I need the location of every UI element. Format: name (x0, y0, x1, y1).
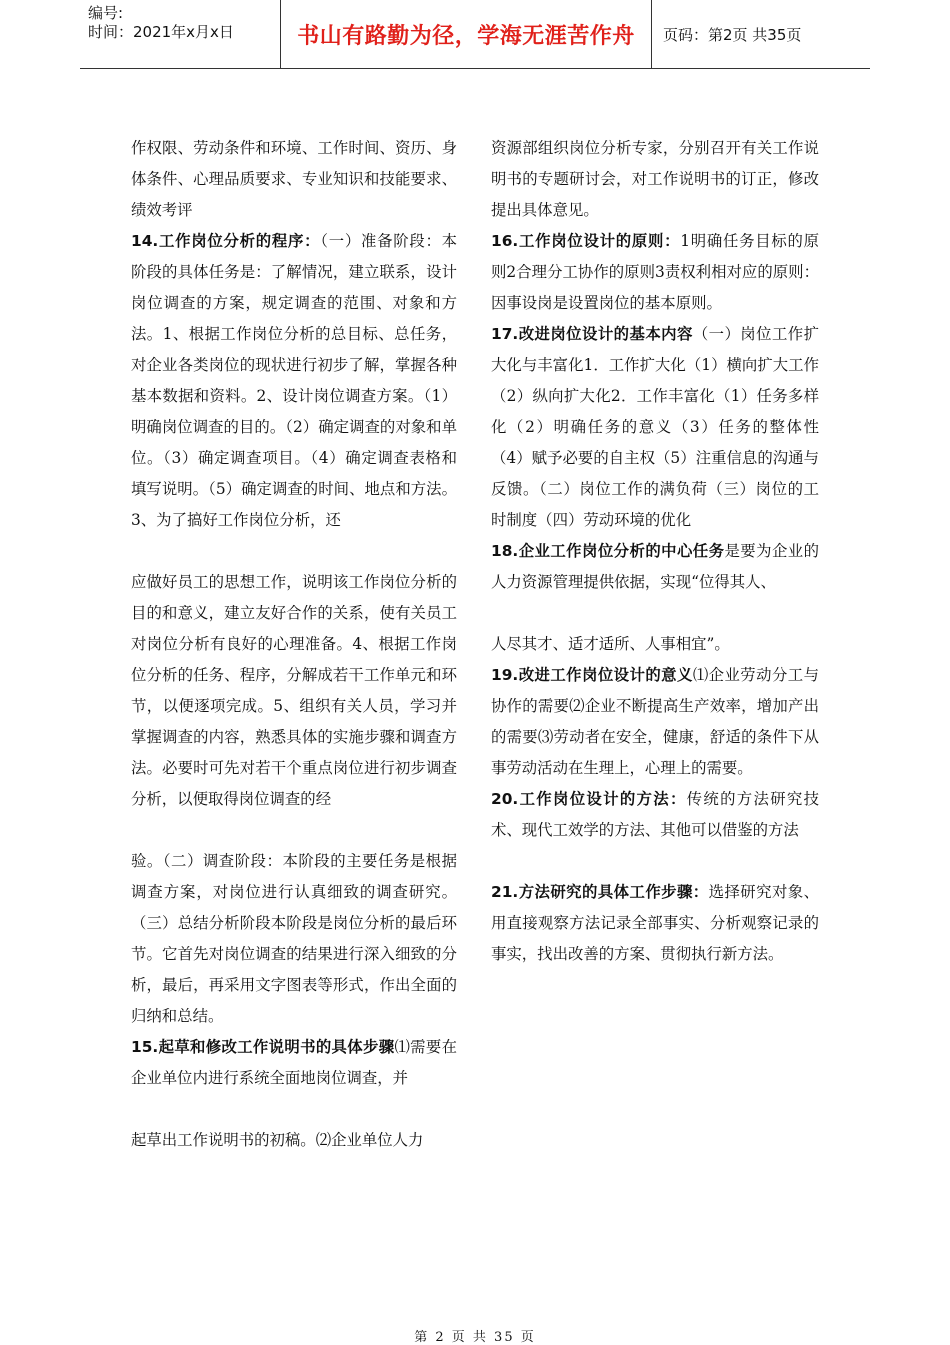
paragraph: 资源部组织岗位分析专家，分别召开有关工作说明书的专题研讨会，对工作说明书的订正，修改提出具体意见。 (491, 139, 819, 219)
section-15 (131, 1032, 457, 1094)
right-column (491, 133, 819, 970)
section-title: 18.企业工作岗位分析的中心任务 (491, 542, 725, 560)
section-body: 是要为企业的人力资源管理提供依据，实现“位得其人、 (491, 542, 819, 591)
spacer (131, 815, 457, 846)
section-body: 选择研究对象、用直接观察方法记录全部事实、分析观察记录的事实，找出改善的方案、贯彻执行新方法。 (491, 883, 819, 963)
spacer (131, 1094, 457, 1125)
section-title: 17.改进岗位设计的基本内容 (491, 325, 693, 343)
section-body: ⑴企业劳动分工与协作的需要⑵企业不断提高生产效率，增加产出的需要⑶劳动者在安全，健康，舒适的条件下从事劳动活动在生理上，心理上的需要。 (491, 666, 819, 777)
section-body: 1明确任务目标的原则2合理分工协作的原则3责权利相对应的原则：因事设岗是设置岗位的基本原则。 (491, 232, 820, 312)
section-title: 19.改进工作岗位设计的意义 (491, 666, 693, 684)
section-body: 传统的方法研究技术、现代工效学的方法、其他可以借鉴的方法 (491, 790, 819, 839)
page-footer: 第 2 页 共 35 页 (414, 1330, 536, 1345)
paragraph: 验。（二）调查阶段：本阶段的主要任务是根据调查方案，对岗位进行认真细致的调查研究。（三）总结分析阶段本阶段是岗位分析的最后环节。它首先对岗位调查的结果进行深入细致的分析，最后，再采用文字图表等形式，作出全面的归纳和总结。 (131, 852, 457, 1025)
spacer (131, 536, 457, 567)
spacer (491, 598, 819, 629)
section-18 (491, 536, 819, 598)
header-motto: 书山有路勤为径，学海无涯苦作舟 (297, 23, 635, 49)
paragraph: 人尽其才、适才适所、人事相宜”。 (491, 635, 730, 653)
section-title: 14.工作岗位分析的程序： (131, 232, 321, 250)
section-body: ⑴需要在企业单位内进行系统全面地岗位调查，并 (131, 1038, 457, 1087)
document-time-label: 时间：2021年x月x日 (88, 23, 234, 41)
header-meta (88, 4, 278, 42)
section-14 (131, 226, 457, 536)
section-title: 20.工作岗位设计的方法： (491, 790, 687, 808)
section-body: （一）准备阶段：本阶段的具体任务是：了解情况，建立联系，设计岗位调查的方案，规定调查的范围、对象和方法。1、根据工作岗位分析的总目标、总任务，对企业各类岗位的现状进行初步了解，掌握各种基本数据和资料。2、设计岗位调查方案。（1）明确岗位调查的目的。（2）确定调查的对象和单位。（3）确定调查项目。（4）确定调查表格和填写说明。（5）确定调查的时间、地点和方法。3、为了搞好工作岗位分析，还 (131, 232, 457, 529)
spacer (491, 846, 819, 877)
section-19 (491, 660, 819, 784)
document-number-label: 编号: (88, 4, 124, 22)
header-page-label: 页码：第2页 共35页 (663, 26, 802, 44)
section-title: 15.起草和修改工作说明书的具体步骤 (131, 1038, 395, 1056)
section-title: 21.方法研究的具体工作步骤： (491, 883, 709, 901)
page-header (80, 0, 870, 69)
section-body: （一）岗位工作扩大化与丰富化1．工作扩大化（1）横向扩大工作（2）纵向扩大化2．工作丰富化（1）任务多样化（2）明确任务的意义（3）任务的整体性 （4）赋予必要的自主权（5）注重信息的沟通与反馈。（二）岗位工作的满负荷（三）岗位的工时制度（四）劳动环境的优化 (491, 325, 819, 529)
paragraph: 作权限、劳动条件和环境、工作时间、资历、身体条件、心理品质要求、专业知识和技能要求、绩效考评 (131, 139, 457, 219)
section-16 (491, 226, 819, 319)
header-divider (651, 0, 652, 68)
section-20 (491, 784, 819, 846)
section-17 (491, 319, 819, 536)
section-21 (491, 877, 819, 970)
left-column (131, 133, 457, 1156)
section-title: 16.工作岗位设计的原则： (491, 232, 681, 250)
paragraph: 应做好员工的思想工作，说明该工作岗位分析的目的和意义，建立友好合作的关系，使有关员工对岗位分析有良好的心理准备。4、根据工作岗位分析的任务、程序，分解成若干工作单元和环节，以便逐项完成。5、组织有关人员，学习并掌握调查的内容，熟悉具体的实施步骤和调查方法。必要时可先对若干个重点岗位进行初步调查分析，以便取得岗位调查的经 (131, 573, 457, 808)
paragraph: 起草出工作说明书的初稿。⑵企业单位人力 (131, 1131, 424, 1149)
